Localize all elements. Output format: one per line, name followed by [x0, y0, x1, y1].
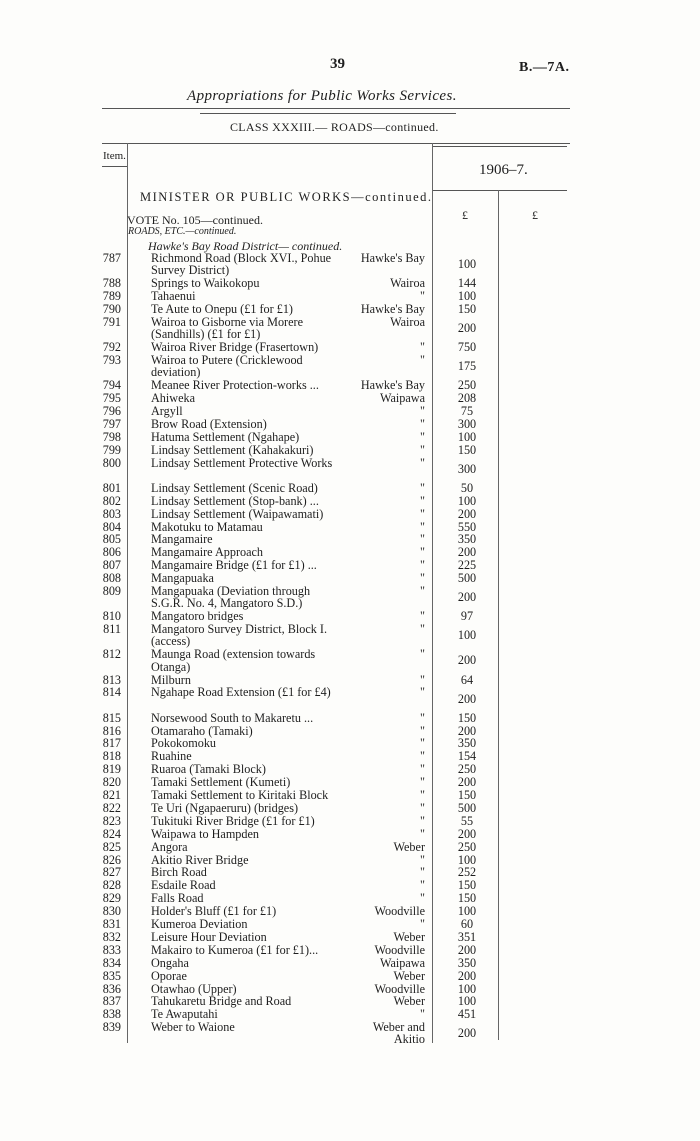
item-number: 795: [102, 391, 121, 406]
rule-year-top: [432, 146, 567, 147]
item-amount: 100: [457, 852, 477, 867]
item-name: Kumeroa Deviation: [151, 917, 248, 931]
item-number: 815: [102, 710, 121, 725]
item-number: 799: [102, 442, 121, 457]
item-name: Mangatoro bridges: [151, 609, 244, 624]
item-name: Esdaile Road: [151, 878, 216, 893]
minister-heading: MINISTER OR PUBLIC WORKS—continued.: [140, 190, 433, 204]
rule-top: [102, 108, 570, 109]
item-column-heading: Item.: [103, 150, 126, 162]
item-name: Tukituki River Bridge (£1 for £1): [151, 813, 315, 828]
item-district: ": [420, 584, 425, 598]
item-name: Lindsay Settlement (Stop-bank) ...: [151, 493, 319, 508]
item-district: ": [420, 622, 425, 637]
item-amount: 500: [457, 571, 477, 586]
item-amount: 150: [457, 891, 477, 906]
item-amount: 250: [457, 378, 477, 393]
year-heading: 1906–7.: [479, 162, 528, 178]
item-district: Weber: [393, 994, 425, 1009]
item-name: Richmond Road (Block XVI., Pohue Survey District): [151, 251, 332, 278]
item-amount: 150: [457, 788, 477, 802]
item-district: Weber: [393, 839, 425, 854]
item-amount: 97: [460, 609, 474, 624]
item-district: ": [420, 800, 425, 815]
item-number: 811: [103, 622, 121, 637]
item-district: ": [420, 891, 425, 906]
item-amount: 100: [457, 429, 477, 444]
item-district: ": [420, 455, 425, 470]
item-name: Hatuma Settlement (Ngahape): [151, 429, 300, 444]
item-name: Mangapuaka: [151, 571, 214, 586]
item-name: Ongaha: [151, 955, 189, 970]
item-number: 818: [102, 749, 121, 764]
item-district: Hawke's Bay: [360, 251, 425, 265]
item-name: Makotuku to Matamau: [151, 519, 263, 534]
item-district: Wairoa: [390, 314, 425, 329]
item-amount: 252: [457, 865, 477, 880]
item-name: Wairoa River Bridge (Frasertown): [151, 340, 319, 355]
item-district: ": [420, 865, 425, 880]
item-district: ": [420, 647, 425, 662]
item-amount: 60: [460, 917, 474, 931]
item-name: Meanee River Protection-works ...: [151, 378, 319, 393]
item-amount: 175: [457, 359, 477, 374]
item-name: Tamaki Settlement (Kumeti): [151, 775, 291, 790]
item-number: 803: [102, 506, 121, 521]
item-district: ": [420, 340, 425, 355]
item-amount: 200: [457, 723, 477, 738]
page-title: Appropriations for Public Works Services.: [187, 88, 457, 104]
item-district: Hawke's Bay: [360, 378, 425, 393]
item-amount: 150: [457, 878, 477, 893]
item-district: ": [420, 429, 425, 444]
item-district: ": [420, 404, 425, 418]
item-district: ": [420, 506, 425, 521]
item-amount: 250: [457, 762, 477, 777]
pound-sign-1: £: [462, 208, 468, 222]
item-name: Springs to Waikokopu: [151, 276, 260, 291]
item-amount: 550: [457, 519, 477, 534]
item-number: 787: [102, 251, 121, 265]
item-number: 790: [102, 302, 121, 316]
item-district: ": [420, 480, 425, 495]
item-amount: 350: [457, 532, 477, 547]
item-name: Mangatoro Survey District, Block I. (access): [151, 622, 328, 649]
item-name: Mangamaire: [151, 532, 213, 547]
item-name: Lindsay Settlement (Scenic Road): [151, 480, 318, 495]
item-name: Tahukaretu Bridge and Road: [151, 994, 292, 1009]
item-amount: 100: [457, 257, 477, 272]
item-number: 829: [102, 891, 121, 906]
item-district: ": [420, 672, 425, 687]
item-name: Wairoa to Putere (Cricklewood deviation): [151, 353, 303, 380]
rule-col-item: [127, 143, 128, 1043]
rule-col-total: [498, 190, 499, 1040]
item-district: ": [420, 609, 425, 624]
item-amount: 100: [457, 981, 477, 996]
item-name: Waipawa to Hampden: [151, 826, 259, 841]
rule-title: [200, 113, 456, 114]
item-number: 812: [102, 647, 121, 662]
vote-heading: VOTE No. 105—continued.: [127, 213, 263, 227]
item-district: ": [420, 519, 425, 534]
item-amount: 100: [457, 994, 477, 1009]
item-name: Lindsay Settlement (Kahakakuri): [151, 442, 314, 457]
item-name: Norsewood South to Makaretu ...: [151, 710, 314, 725]
item-name: Holder's Bluff (£1 for £1): [151, 904, 277, 919]
item-district: Wairoa: [390, 276, 425, 291]
item-amount: 100: [457, 493, 477, 508]
item-number: 838: [102, 1007, 121, 1022]
item-number: 800: [102, 455, 121, 470]
item-name: Lindsay Settlement (Waipawamati): [151, 506, 324, 521]
item-district: Waipawa: [379, 391, 425, 406]
item-amount: 50: [460, 480, 474, 495]
item-district: Woodville: [374, 981, 425, 996]
item-number: 792: [102, 340, 121, 355]
item-name: Otamaraho (Tamaki): [151, 723, 253, 738]
item-name: Ngahape Road Extension (£1 for £4): [151, 685, 331, 700]
item-name: Lindsay Settlement Protective Works: [151, 455, 333, 470]
item-district: ": [420, 813, 425, 828]
item-district: ": [420, 723, 425, 738]
item-district: ": [420, 545, 425, 560]
item-amount: 350: [457, 955, 477, 970]
item-number: 822: [102, 800, 121, 815]
item-district: ": [420, 852, 425, 867]
rule-header: [102, 143, 570, 144]
item-name: Ahiweka: [151, 391, 195, 406]
item-name: Weber to Waione: [151, 1020, 235, 1035]
item-amount: 55: [460, 813, 474, 828]
item-number: 825: [102, 839, 121, 854]
item-district: ": [420, 532, 425, 547]
item-name: Brow Road (Extension): [151, 416, 267, 431]
item-amount: 208: [457, 391, 477, 406]
item-district: ": [420, 826, 425, 841]
item-district: ": [420, 685, 425, 700]
item-amount: 150: [457, 302, 477, 316]
item-number: 797: [102, 416, 121, 431]
item-number: 834: [102, 955, 121, 970]
item-name: Pokokomoku: [151, 736, 217, 751]
item-number: 793: [102, 353, 121, 367]
item-district: ": [420, 353, 425, 367]
item-number: 831: [102, 917, 121, 931]
item-amount: 200: [457, 1026, 477, 1041]
item-number: 809: [102, 584, 121, 598]
item-name: Ruaroa (Tamaki Block): [151, 762, 266, 777]
page-number: 39: [330, 56, 345, 72]
item-number: 798: [102, 429, 121, 444]
item-amount: 200: [457, 775, 477, 790]
item-number: 791: [102, 314, 121, 329]
item-district: Woodville: [374, 942, 425, 957]
item-amount: 75: [460, 404, 474, 418]
item-district: ": [420, 493, 425, 508]
item-district: ": [420, 775, 425, 790]
item-district: ": [420, 289, 425, 304]
item-amount: 451: [457, 1007, 477, 1022]
item-name: Mangamaire Bridge (£1 for £1) ...: [151, 558, 317, 573]
item-district: ": [420, 762, 425, 777]
item-number: 802: [102, 493, 121, 508]
item-number: 827: [102, 865, 121, 880]
item-name: Falls Road: [151, 891, 204, 906]
item-name: Mangapuaka (Deviation through S.G.R. No. 4, Mangatoro S.D.): [151, 584, 311, 611]
item-district: ": [420, 1007, 425, 1022]
item-name: Oporae: [151, 968, 187, 983]
item-district: Weber: [393, 968, 425, 983]
item-district: Weber and Akitio: [372, 1020, 425, 1047]
item-number: 826: [102, 852, 121, 867]
item-district: ": [420, 878, 425, 893]
item-district: ": [420, 749, 425, 764]
item-amount: 200: [457, 691, 477, 706]
item-amount: 200: [457, 321, 477, 336]
item-district: ": [420, 788, 425, 802]
item-number: 835: [102, 968, 121, 983]
item-amount: 150: [457, 710, 477, 725]
item-amount: 200: [457, 942, 477, 957]
item-number: 830: [102, 904, 121, 919]
item-name: Tahaenui: [151, 289, 196, 304]
item-district: ": [420, 442, 425, 457]
item-name: Leisure Hour Deviation: [151, 929, 267, 944]
item-amount: 200: [457, 545, 477, 560]
item-name: Ruahine: [151, 749, 192, 764]
item-number: 801: [102, 480, 121, 495]
item-amount: 144: [457, 276, 477, 291]
item-district: ": [420, 710, 425, 725]
item-number: 823: [102, 813, 121, 828]
document-code: B.—7A.: [519, 60, 570, 75]
item-district: Weber: [393, 929, 425, 944]
item-number: 837: [102, 994, 121, 1009]
item-district: Hawke's Bay: [360, 302, 425, 316]
item-amount: 200: [457, 968, 477, 983]
item-name: Milburn: [151, 672, 191, 687]
item-name: Wairoa to Gisborne via Morere (Sandhills) (£1 for £1): [151, 314, 303, 342]
item-number: 828: [102, 878, 121, 893]
item-amount: 200: [457, 653, 477, 668]
item-district: ": [420, 571, 425, 586]
item-number: 807: [102, 558, 121, 573]
item-number: 810: [102, 609, 121, 624]
item-amount: 750: [457, 340, 477, 355]
item-number: 836: [102, 981, 121, 996]
rule-col-amount: [432, 143, 433, 1043]
item-name: Mangamaire Approach: [151, 545, 264, 560]
item-number: 788: [102, 276, 121, 291]
roads-heading: ROADS, ETC.—continued.: [128, 226, 237, 237]
item-number: 813: [102, 672, 121, 687]
item-amount: 100: [457, 628, 477, 643]
rule-year-bottom: [432, 190, 567, 191]
pound-sign-2: £: [532, 208, 538, 222]
item-number: 808: [102, 571, 121, 586]
item-amount: 500: [457, 800, 477, 815]
district-heading: Hawke's Bay Road District— continued.: [148, 239, 343, 253]
item-district: ": [420, 736, 425, 751]
item-district: ": [420, 416, 425, 431]
item-number: 833: [102, 942, 121, 957]
item-number: 806: [102, 545, 121, 560]
item-number: 796: [102, 404, 121, 418]
item-number: 821: [102, 788, 121, 802]
class-heading: CLASS XXXIII.— ROADS—continued.: [230, 120, 439, 134]
item-amount: 200: [457, 826, 477, 841]
item-district: Woodville: [374, 904, 425, 919]
item-district: ": [420, 558, 425, 573]
item-number: 814: [102, 685, 121, 700]
item-amount: 154: [457, 749, 477, 764]
item-number: 789: [102, 289, 121, 304]
item-number: 820: [102, 775, 121, 790]
item-name: Angora: [151, 839, 188, 854]
item-amount: 300: [457, 461, 477, 476]
item-name: Tamaki Settlement to Kiritaki Block: [151, 788, 329, 802]
item-amount: 64: [460, 672, 474, 687]
item-amount: 351: [457, 929, 477, 944]
item-amount: 150: [457, 442, 477, 457]
item-number: 832: [102, 929, 121, 944]
item-number: 817: [102, 736, 121, 751]
item-name: Te Aute to Onepu (£1 for £1): [151, 302, 293, 316]
item-name: Te Uri (Ngapaeruru) (bridges): [151, 800, 299, 815]
item-amount: 200: [457, 590, 477, 605]
item-number: 816: [102, 723, 121, 738]
item-amount: 225: [457, 558, 477, 573]
item-name: Makairo to Kumeroa (£1 for £1)...: [151, 942, 319, 957]
rule-item: [102, 166, 127, 167]
item-district: Waipawa: [379, 955, 425, 970]
item-number: 804: [102, 519, 121, 534]
item-amount: 200: [457, 506, 477, 521]
item-district: ": [420, 917, 425, 931]
item-name: Birch Road: [151, 865, 207, 880]
item-name: Akitio River Bridge: [151, 852, 249, 867]
item-amount: 100: [457, 289, 477, 304]
item-number: 794: [102, 378, 121, 393]
item-name: Otawhao (Upper): [151, 981, 237, 996]
item-number: 839: [102, 1020, 121, 1035]
item-number: 824: [102, 826, 121, 841]
item-amount: 250: [457, 839, 477, 854]
item-amount: 100: [457, 904, 477, 919]
item-number: 805: [102, 532, 121, 547]
item-name: Argyll: [151, 404, 183, 418]
item-amount: 300: [457, 416, 477, 431]
item-name: Maunga Road (extension towards Otanga): [151, 647, 316, 674]
item-name: Te Awaputahi: [151, 1007, 218, 1022]
item-number: 819: [102, 762, 121, 777]
item-amount: 350: [457, 736, 477, 751]
